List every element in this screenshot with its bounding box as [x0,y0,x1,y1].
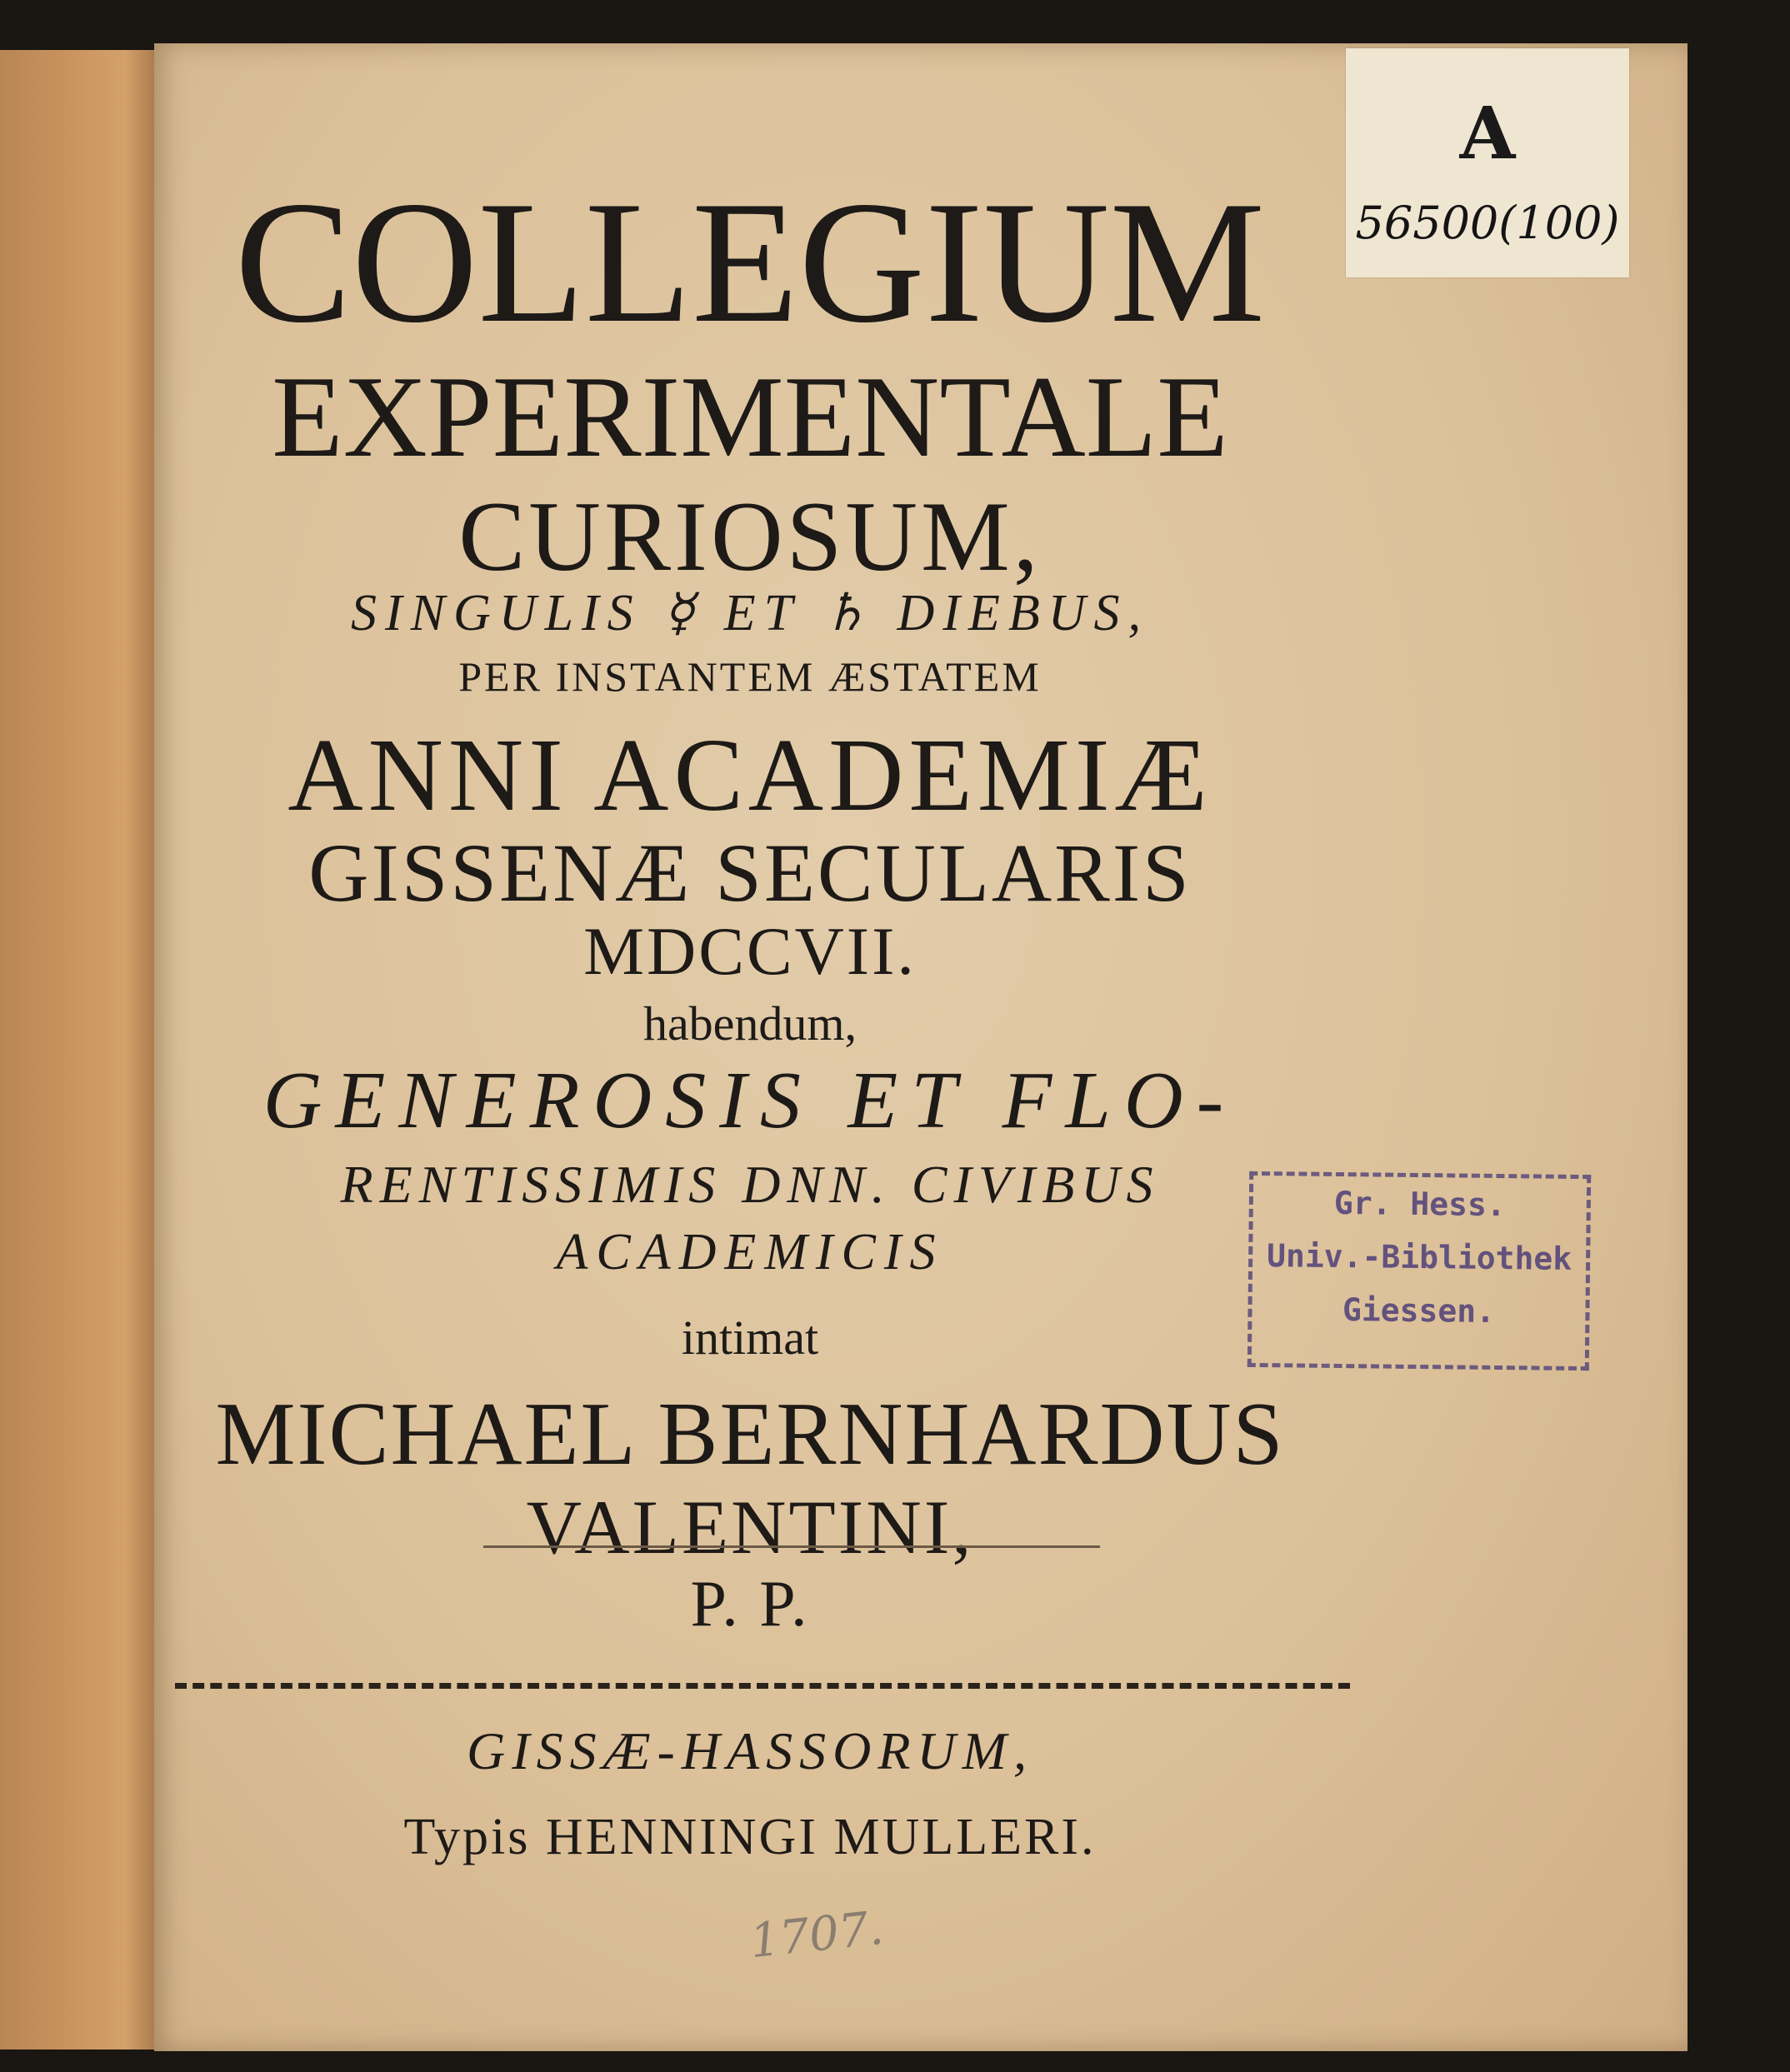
library-stamp [1248,1171,1591,1371]
title-line-curiosum: CURIOSUM, [458,481,1042,592]
stamp-line-1: Gr. Hess. [1333,1184,1507,1224]
author-name: MICHAEL BERNHARDUS [215,1385,1285,1484]
title-line-anni-academiae: ANNI ACADEMIÆ [288,718,1212,833]
title-line-generosis: GENEROSIS ET FLO- [262,1056,1238,1146]
imprint-place: GISSÆ-HASSORUM, [467,1721,1033,1780]
handwritten-year: 1707. [747,1900,887,1970]
title-line-habendum: habendum, [642,996,858,1051]
title-line-intimat: intimat [681,1311,819,1365]
call-number-letter: A [1459,92,1516,176]
call-number: 56500(100) [1355,197,1620,249]
stamp-line-2: Univ.-Bibliothek [1266,1237,1572,1277]
author-surname: VALENTINI, [526,1485,974,1570]
book-spine [0,50,167,2050]
separator-rule [175,1683,1350,1689]
call-number-label [1346,48,1629,277]
title-line-per-instantem: PER INSTANTEM ÆSTATEM [458,653,1042,700]
title-line-singulis: SINGULIS ☿ ET ♄ DIEBUS, [351,585,1149,642]
author-title: P. P. [690,1567,810,1640]
title-line-academicis: ACADEMICIS [556,1224,944,1281]
imprint-printer: Typis HENNINGI MULLERI. [403,1809,1097,1865]
title-line-gissenae: GISSENÆ SECULARIS [308,826,1192,919]
title-line-rentissimis: RENTISSIMIS DNN. CIVIBUS [340,1155,1160,1214]
title-line-experimentale: EXPERIMENTALE [272,352,1228,482]
stamp-line-3: Giessen. [1342,1291,1496,1330]
title-line-collegium: COLLEGIUM [234,166,1266,359]
author-underline [483,1545,1100,1548]
title-line-year: MDCCVII. [583,913,917,989]
